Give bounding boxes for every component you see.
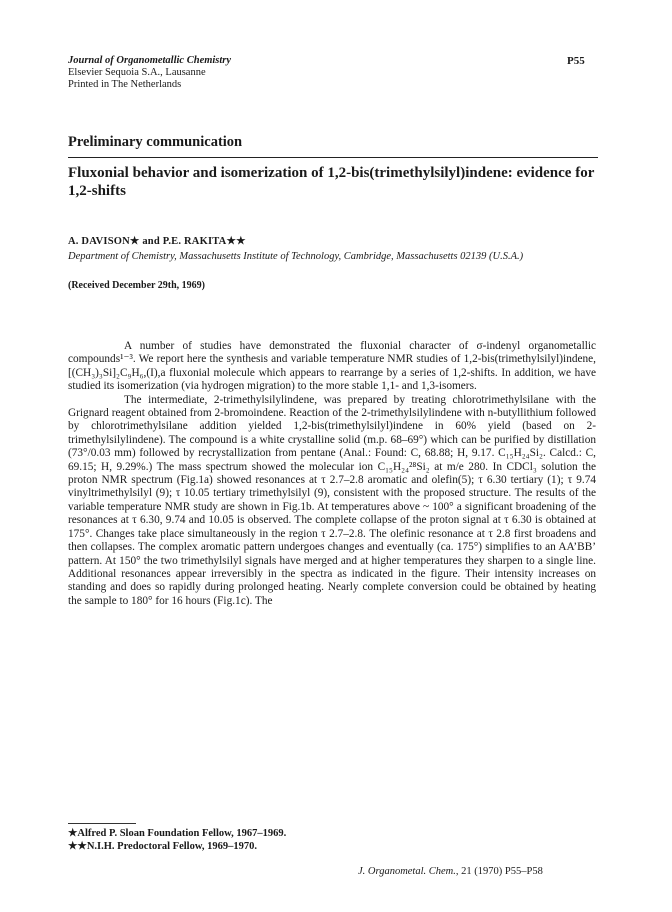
section-divider [68, 157, 598, 158]
authors: A. DAVISON★ and P.E. RAKITA★★ [68, 236, 246, 247]
citation-journal: J. Organometal. Chem. [358, 866, 456, 877]
footnotes [68, 828, 286, 853]
citation-volume-pages: , 21 (1970) P55–P58 [455, 866, 543, 877]
journal-header [68, 55, 568, 91]
article-title: Fluxonial behavior and isomerization of 1,2-bis(trimethylsilyl)indene: evidence for 1,2-shifts [68, 165, 595, 199]
body-paragraph-2: The intermediate, 2-trimethylsilylindene, was prepared by treating chlorotrimethylsilane with the Grignard reagent obtained from 2-bromoindene. Reaction of the 2-trimethylsilylindene with n-butyllithium followed by chlorotrimethylsilane addition yielded 1,2-bis(trimethylsilyl)indene in 60% yield (based on 2-trimethylsilylindene). The compound is a white crystalline solid (m.p. 68–69°) which can be purified by distillation (73°/0.03 mm) followed by recrystallization from pentane (Anal.: Found: C, 68.88; H, 9.17. C₁₅H₂₄Si₂. Calcd.: C, 69.15; H, 9.29%.) The mass spectrum showed the molecular ion C₁₅H₂₄²⁸Si₂ at m/e 280. In CDCl₃ solution the proton NMR spectrum (Fig.1a) showed resonances at τ 2.7–2.8 aromatic and olefin(5); τ 6.30 tertiary (1); τ 9.74 vinyltrimethylsilyl (9); τ 10.05 tertiary trimethylsilyl (9), consistent with the proposed structure. The results of the variable temperature NMR study are shown in Fig.1b. At temperatures above ~ 100° a significant broadening of the resonances at τ 6.30, 9.74 and 10.05 is observed. The complete collapse of the proton signal at τ 6.30 is obtained at 175°. Changes take place simultaneously in the region τ 2.7–2.8. The olefinic resonance at τ 2.8 first broadens and then collapses. The complex aromatic pattern undergoes changes and eventually (ca. 175°) simplifies to an AA’BB’ pattern. At 150° the two trimethylsilyl signals have merged and at higher temperatures they sharpen to a single line. Additional resonances appear irreversibly in the spectra as indicated in the figure. Their intensity increases on standing and does so rapidly during prolonged heating. Nearly complete conversion could be obtained by heating the sample to 180° for 16 hours (Fig.1c). The [68, 393, 596, 607]
footnote-divider [68, 823, 136, 824]
publisher-line: Elsevier Sequoia S.A., Lausanne [68, 67, 206, 78]
received-date: (Received December 29th, 1969) [68, 280, 205, 291]
section-label: Preliminary communication [68, 134, 243, 150]
article-body [68, 340, 596, 608]
affiliation: Department of Chemistry, Massachusetts Institute of Technology, Cambridge, Massachusetts 02139 (U.S.A.) [68, 251, 524, 262]
footnote-1: ★Alfred P. Sloan Foundation Fellow, 1967–1969. [68, 828, 287, 839]
footnote-2: ★★N.I.H. Predoctoral Fellow, 1969–1970. [68, 840, 257, 852]
page-number: P55 [567, 55, 585, 67]
journal-name: Journal of Organometallic Chemistry [68, 55, 232, 66]
citation [358, 866, 543, 877]
printed-line: Printed in The Netherlands [68, 79, 182, 90]
body-paragraph-1: A number of studies have demonstrated the fluxonial character of σ-indenyl organometallic compounds¹⁻³. We report here the synthesis and variable temperature NMR studies of 1,2-bis(trimethylsilyl)indene, [(CH₃)₃Si]₂C₉H₆,(I),a fluxonial molecule which appears to rearrange by a series of 1,2-shifts. In addition, we have studied its isomerization (via hydrogen migration) to the more stable 1,1- and 1,3-isomers. [68, 340, 596, 393]
